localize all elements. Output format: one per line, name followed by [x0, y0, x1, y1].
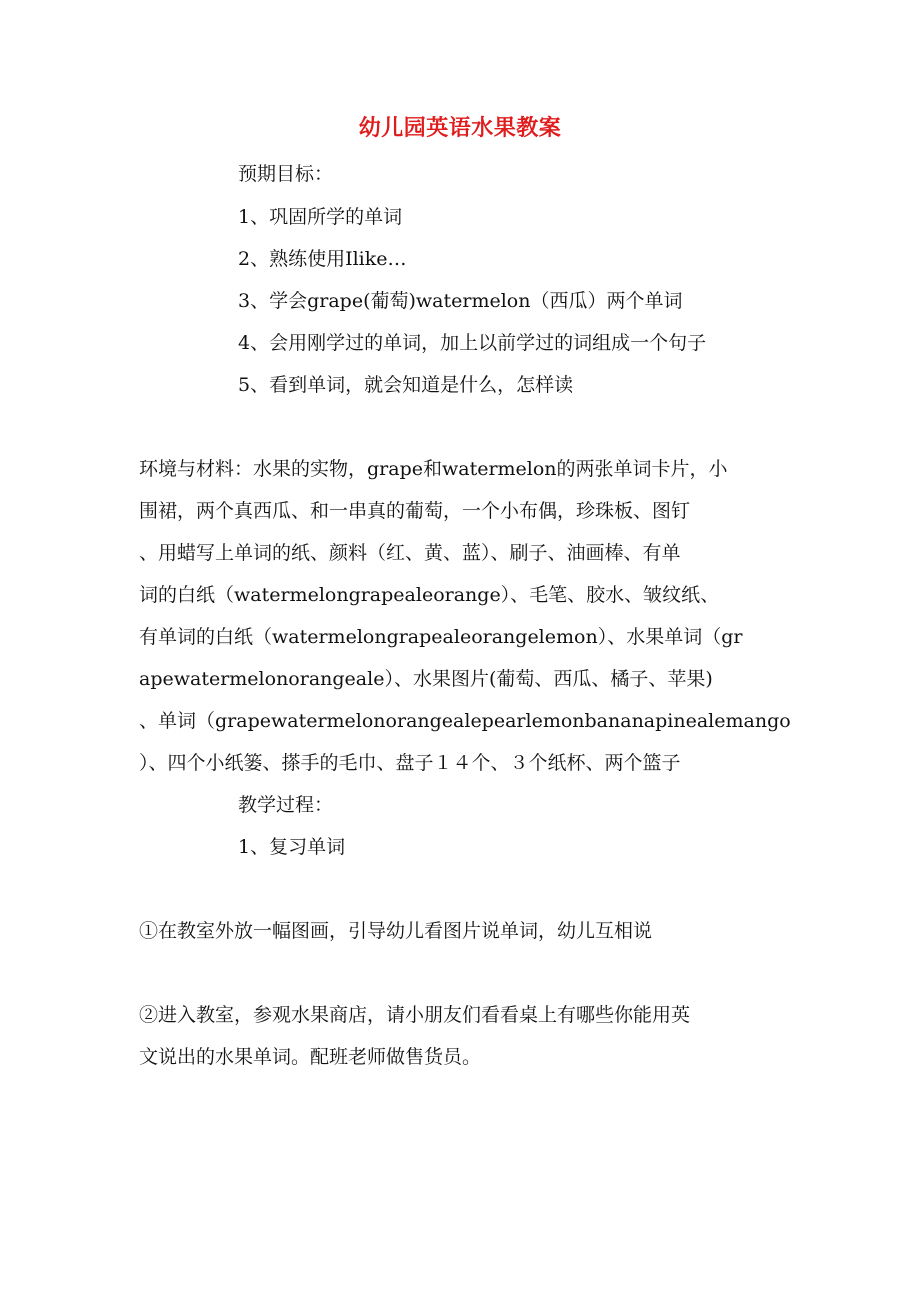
- materials-line: 、单词（grapewatermelonorangealepearlemonbananapinealemango: [139, 710, 791, 732]
- goal-item: 3、学会grape(葡萄)watermelon（西瓜）两个单词: [238, 290, 683, 312]
- materials-line: apewatermelonorangeale）、水果图片(葡萄、西瓜、橘子、苹果): [139, 668, 713, 690]
- materials-line: 有单词的白纸（watermelongrapealeorangelemon）、水果单词（gr: [139, 626, 743, 648]
- materials-line: 词的白纸（watermelongrapealeorange）、毛笔、胶水、皱纹纸、: [139, 584, 720, 606]
- goal-item: 4、会用刚学过的单词，加上以前学过的词组成一个句子: [238, 332, 707, 354]
- materials-line: 环境与材料：水果的实物，grape和watermelon的两张单词卡片，小: [139, 458, 728, 480]
- process-step: 1、复习单词: [238, 836, 346, 858]
- materials-line: ）、四个小纸篓、搽手的毛巾、盘子１４个、３个纸杯、两个篮子: [139, 752, 681, 774]
- step-b-line: 文说出的水果单词。配班老师做售货员。: [139, 1046, 482, 1068]
- goal-item: 5、看到单词，就会知道是什么，怎样读: [238, 374, 574, 396]
- process-heading: 教学过程：: [238, 794, 334, 816]
- step-a-paragraph: ①在教室外放一幅图画，引导幼儿看图片说单词，幼儿互相说: [139, 920, 653, 942]
- document-title: 幼儿园英语水果教案: [358, 115, 562, 141]
- step-b-line: ②进入教室，参观水果商店，请小朋友们看看桌上有哪些你能用英: [139, 1004, 691, 1026]
- goals-heading: 预期目标：: [238, 163, 334, 185]
- goal-item: 1、巩固所学的单词: [238, 206, 403, 228]
- materials-line: 围裙，两个真西瓜、和一串真的葡萄，一个小布偶，珍珠板、图钉: [139, 500, 691, 522]
- goal-item: 2、熟练使用Ilike…: [238, 248, 407, 270]
- materials-line: 、用蜡写上单词的纸、颜料（红、黄、蓝）、刷子、油画棒、有单: [139, 542, 681, 564]
